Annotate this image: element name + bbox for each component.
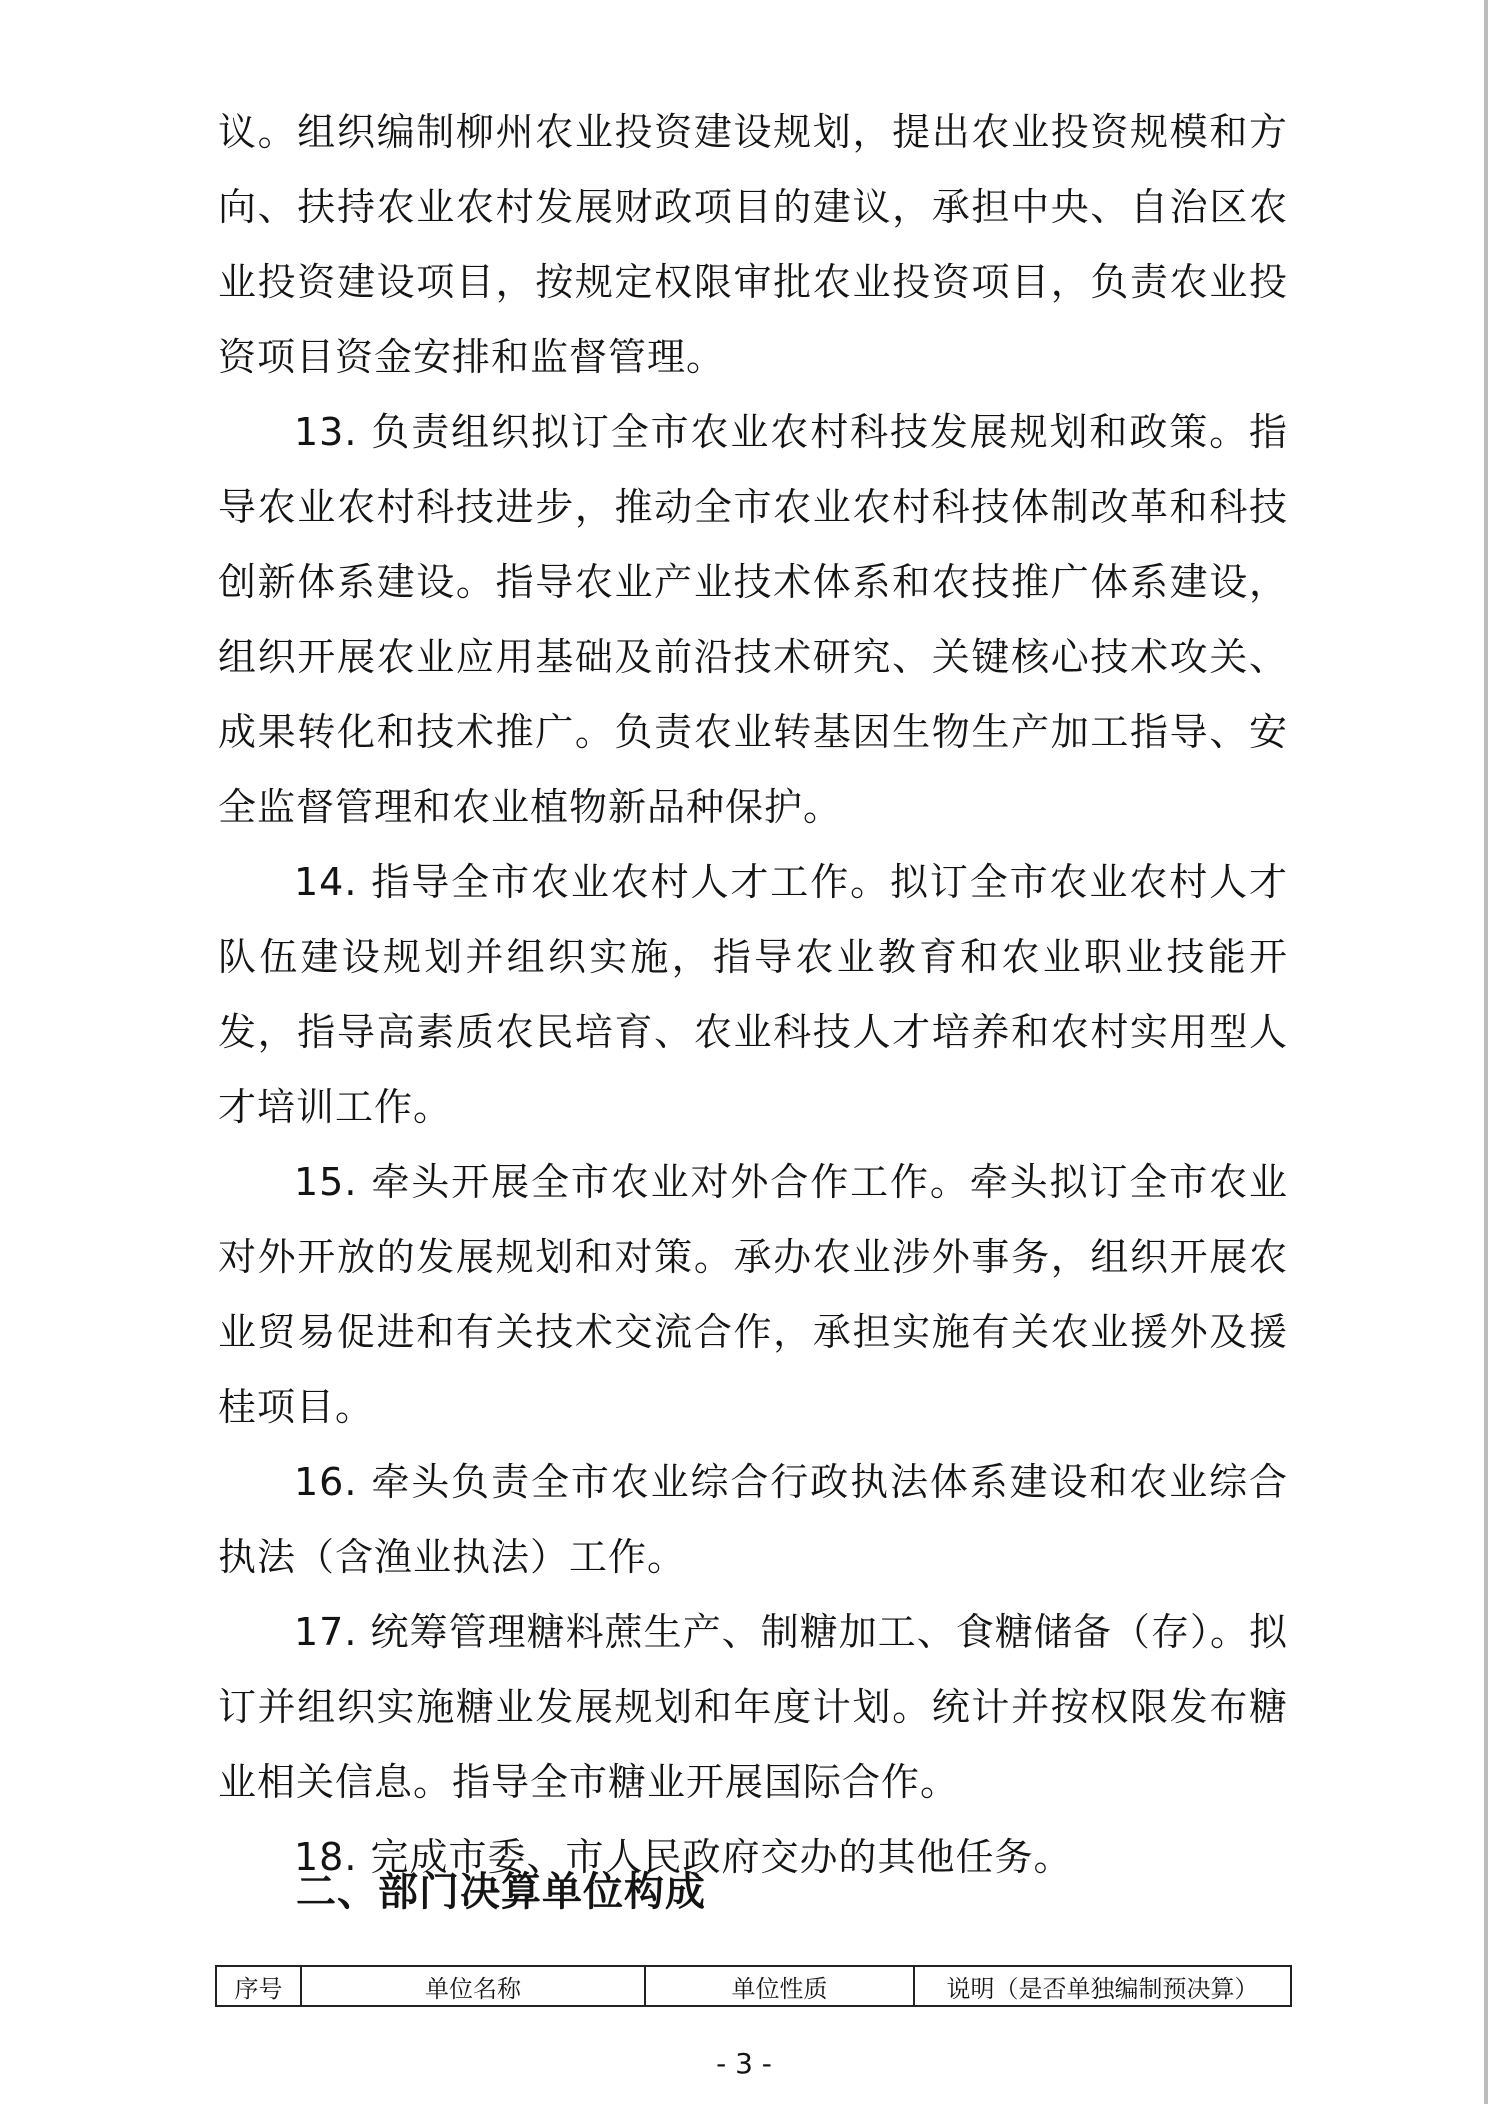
page-edge — [1484, 0, 1488, 2104]
paragraph-12-continued: 议。组织编制柳州农业投资建设规划，提出农业投资规模和方向、扶持农业农村发展财政项目的建议，承担中央、自治区农业投资建设项目，按规定权限审批农业投资项目，负责农业投资项目资金安排和监督管理。 — [218, 110, 1288, 379]
header-description: 说明（是否单独编制预决算） — [914, 1966, 1291, 2006]
table-header-row — [216, 1966, 1291, 2006]
paragraph-16: 16. 牵头负责全市农业综合行政执法体系建设和农业综合执法（含渔业执法）工作。 — [218, 1460, 1288, 1579]
body-text — [218, 95, 1288, 1895]
section-title: 二、部门决算单位构成 — [296, 1869, 706, 1915]
header-unit-name: 单位名称 — [301, 1966, 645, 2006]
header-serial-number: 序号 — [216, 1966, 301, 2006]
paragraph-15: 15. 牵头开展全市农业对外合作工作。牵头拟订全市农业对外开放的发展规划和对策。承办农业涉外事务，组织开展农业贸易促进和有关技术交流合作，承担实施有关农业援外及援桂项目。 — [218, 1160, 1288, 1429]
paragraph-17: 17. 统筹管理糖料蔗生产、制糖加工、食糖储备（存）。拟订并组织实施糖业发展规划和年度计划。统计并按权限发布糖业相关信息。指导全市糖业开展国际合作。 — [218, 1610, 1288, 1804]
paragraph-18: 18. 完成市委、市人民政府交办的其他任务。 — [294, 1835, 1073, 1879]
unit-composition-table — [215, 1965, 1292, 2007]
paragraph-14: 14. 指导全市农业农村人才工作。拟订全市农业农村人才队伍建设规划并组织实施，指导农业教育和农业职业技能开发，指导高素质农民培育、农业科技人才培养和农村实用型人才培训工作。 — [218, 860, 1288, 1129]
page-number: - 3 - — [716, 2047, 772, 2080]
paragraph-13: 13. 负责组织拟订全市农业农村科技发展规划和政策。指导农业农村科技进步，推动全市农业农村科技体制改革和科技创新体系建设。指导农业产业技术体系和农技推广体系建设，组织开展农业应用基础及前沿技术研究、关键核心技术攻关、成果转化和技术推广。负责农业转基因生物生产加工指导、安全监督管理和农业植物新品种保护。 — [218, 410, 1288, 829]
header-unit-nature: 单位性质 — [645, 1966, 914, 2006]
